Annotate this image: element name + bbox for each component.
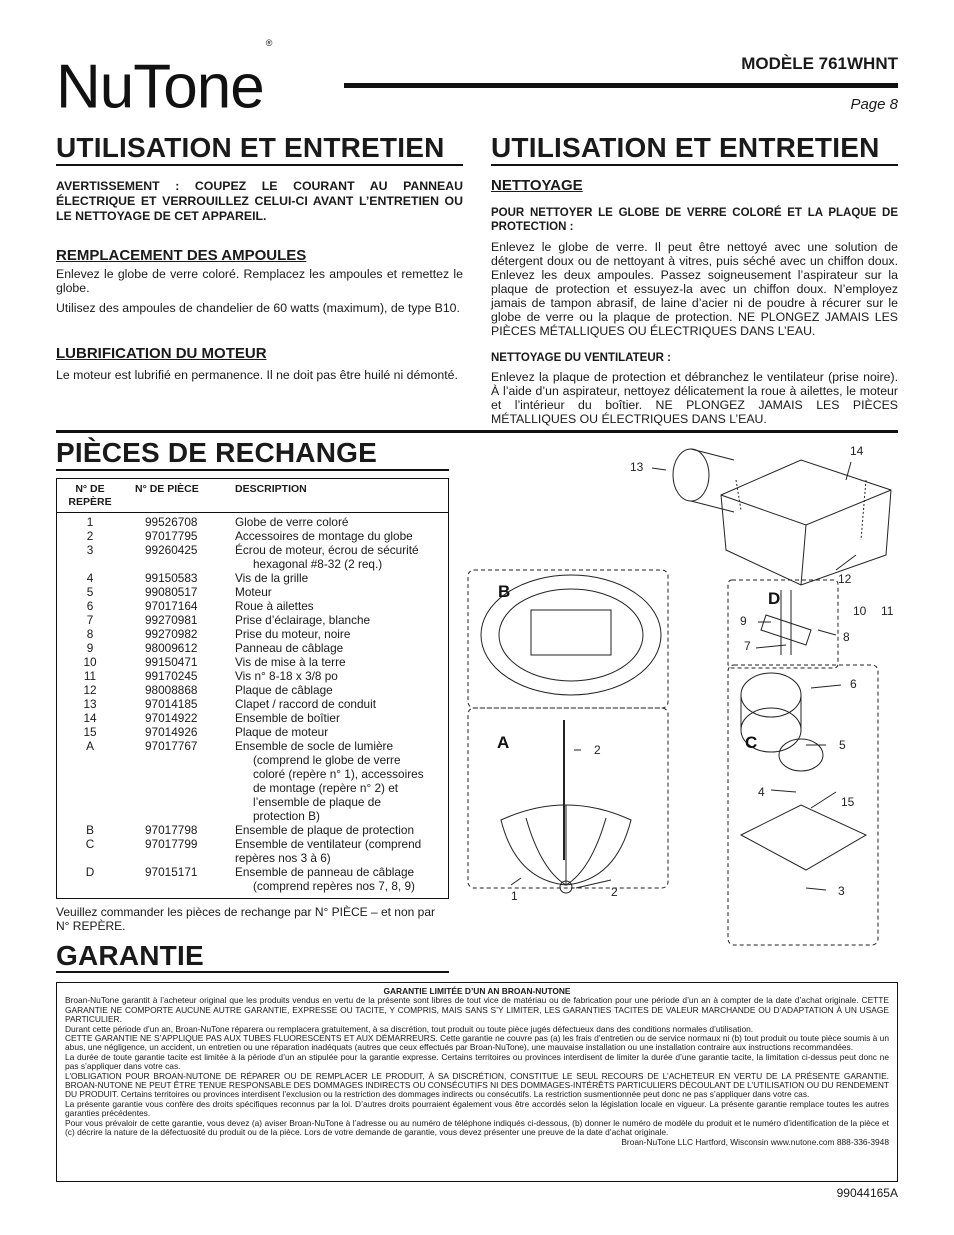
ref-cell: D xyxy=(85,865,95,879)
description-line: Vis de mise à la terre xyxy=(235,655,346,669)
description-line: Globe de verre coloré xyxy=(235,515,349,529)
ref-cell: 5 xyxy=(86,585,94,599)
diagram-label-2a: 2 xyxy=(594,743,601,757)
description-line: Plaque de moteur xyxy=(235,725,329,739)
duct-connector xyxy=(673,449,709,501)
diagram-label-3: 3 xyxy=(838,884,845,898)
description-cell xyxy=(235,697,448,711)
diagram-label-7: 7 xyxy=(744,639,751,653)
description-line: Prise d’éclairage, blanche xyxy=(235,613,371,627)
part-number-cell: 99170245 xyxy=(145,669,198,683)
housing xyxy=(721,460,891,585)
table-row xyxy=(57,543,448,571)
col-ref-header: N° DE REPÈRE xyxy=(68,483,112,508)
group-label-b: B xyxy=(498,582,511,601)
order-note: Veuillez commander les pièces de rechange par N° PIÈCE – et non par N° REPÈRE. xyxy=(56,905,436,933)
warranty-paragraph: La durée de toute garantie tacite est limitée à la période d’un an stipulée pour la garantie expresse. Certains territoires ou provinces interdisent de limiter la durée d’une garantie tacite, la limitation ci-dessus peut donc ne pas s’appliquer dans votre cas. xyxy=(65,1051,889,1072)
warranty-paragraph: L’OBLIGATION POUR BROAN-NUTONE DE RÉPARER OU DE REMPLACER LE PRODUIT, À SA DISCRÉTION, CONSTITUE LE SEUL RECOURS DE L’ACHETEUR EN VERTU DE LA PRÉSENTE GARANTIE. BROAN-NUTONE NE PEUT ÊTRE TENUE RESPONSABLE DES DOMMAGES INDIRECTS OU CONSÉCUTIFS NI DES DOMMAGES-INTÉRÊTS PARTICULIERS DÉCOULANT DE L’UTILISATION OU DU RENDEMENT DU PRODUIT. Certains territoires ou provinces interdisent l’exclusion ou la restriction des dommages indirects ou consécutifs. La restriction susmentionnée peut donc ne pas s’appliquer dans votre cas. xyxy=(65,1070,889,1100)
parts-title: PIÈCES DE RECHANGE xyxy=(56,437,377,468)
table-row xyxy=(57,865,448,893)
description-cell xyxy=(235,613,448,627)
left-title-rule xyxy=(56,164,463,166)
ref-cell: C xyxy=(85,837,95,851)
table-row xyxy=(57,669,448,683)
ref-cell: 3 xyxy=(86,543,94,557)
ref-cell: 1 xyxy=(86,515,94,529)
warranty-paragraph: Broan-NuTone garantit à l’acheteur original que les produits vendus en vertu de la présente sont libres de tout vice de matériau ou de fabrication pour une période d’un an à compter de la date d’achat originale. CETTE GARANTIE NE COMPORTE AUCUNE AUTRE GARANTIE, EXPRESSE OU TACITE, Y COMPRIS, MAIS SANS S’Y LIMITER, LES GARANTIES TACITES DE VALEUR MARCHANDE OU D’ADAPTATION À UN USAGE PARTICULIER. xyxy=(65,995,889,1025)
description-cell xyxy=(235,683,448,697)
part-number-cell: 97017767 xyxy=(145,739,198,753)
description-cell xyxy=(235,837,448,865)
description-cell xyxy=(235,585,448,599)
ref-cell: 8 xyxy=(86,627,94,641)
table-row xyxy=(57,641,448,655)
right-title-rule xyxy=(491,164,898,166)
part-number-cell: 98008868 xyxy=(145,683,198,697)
description-line: de montage (repère n° 2) et xyxy=(253,781,399,795)
diagram-label-13: 13 xyxy=(630,460,644,474)
description-line: Plaque de câblage xyxy=(235,683,333,697)
section-divider xyxy=(56,430,898,433)
ref-cell: 4 xyxy=(86,571,94,585)
ref-cell: 7 xyxy=(86,613,94,627)
warranty-box-title: GARANTIE LIMITÉE D’UN AN BROAN-NUTONE xyxy=(383,986,571,996)
part-number-cell: 97014922 xyxy=(145,711,198,725)
diagram-label-9: 9 xyxy=(740,614,747,628)
part-number-cell: 99080517 xyxy=(145,585,198,599)
warranty-paragraph: CETTE GARANTIE NE S’APPLIQUE PAS AUX TUBES FLUORESCENTS ET AUX DÉMARREURS. Cette garantie ne couvre pas (a) les frais d’entretien ou de service normaux ni (b) tout produit ou toute pièce soumis à un abus, une négligence, un accident, un entretien ou une réparation inadéquats (autres que ceux effectués par Broan-NuTone), une mauvaise installation ou une installation contraire aux instructions recommandées. xyxy=(65,1033,889,1053)
description-line: Ensemble de boîtier xyxy=(235,711,340,725)
bulbs-paragraph-1: Enlevez le globe de verre coloré. Remplacez les ampoules et remettez le globe. xyxy=(56,267,463,295)
warranty-paragraph: Durant cette période d’un an, Broan-NuTone réparera ou remplacera gratuitement, à sa discrétion, tout produit ou toute pièce jugés défectueux dans des conditions normales d’utilisation. xyxy=(65,1023,754,1034)
table-row xyxy=(57,823,448,837)
warranty-paragraph: La présente garantie vous confère des droits spécifiques reconnus par la loi. D’autres droits pourraient également vous être accordés selon la législation locale en vigueur. La présente garantie remplace toutes les autres garanties précédentes. xyxy=(65,1098,889,1119)
parts-table-body xyxy=(57,515,448,893)
description-line: protection B) xyxy=(253,809,320,823)
description-cell xyxy=(235,823,448,837)
part-number-cell: 99526708 xyxy=(145,515,198,529)
document-number: 99044165A xyxy=(836,1186,898,1200)
description-line: Ensemble de socle de lumière xyxy=(235,739,394,753)
description-line: Vis n° 8-18 x 3/8 po xyxy=(235,669,338,683)
part-number-cell: 99150583 xyxy=(145,571,198,585)
cleaning-subheading: POUR NETTOYER LE GLOBE DE VERRE COLORÉ ET LA PLAQUE DE PROTECTION : xyxy=(491,207,898,233)
description-cell xyxy=(235,711,448,725)
description-cell xyxy=(235,641,448,655)
diagram-label-2b: 2 xyxy=(611,885,618,899)
col-desc-header: DESCRIPTION xyxy=(235,483,307,495)
cleaning-paragraph: Enlevez le globe de verre. Il peut être nettoyé avec une solution de détergent doux ou de nettoyant à vitres, puis séché avec un chiffon doux. Enlevez les deux ampoules. Passez soigneusement l’aspirateur sur la plaque de protection et essuyez-la avec un chiffon doux. N’employez jamais de tampon abrasif, de laine d’acier ni de poudre à récurer sur le globe de verre ou la plaque de protection. NE PLONGEZ JAMAIS LES PIÈCES MÉTALLIQUES OU ÉLECTRIQUES DANS L’EAU. xyxy=(491,240,898,338)
motor xyxy=(779,739,823,771)
ref-cell: 2 xyxy=(86,529,94,543)
ref-cell: A xyxy=(86,739,94,753)
part-number-cell: 99270981 xyxy=(145,613,198,627)
motor-plate xyxy=(741,805,866,870)
description-line: Ensemble de plaque de protection xyxy=(235,823,415,837)
description-line: coloré (repère n° 1), accessoires xyxy=(253,767,424,781)
warranty-footer: Broan-NuTone LLC Hartford, Wisconsin www.nutone.com 888-336-3948 xyxy=(621,1136,889,1147)
col-part-header: N° DE PIÈCE xyxy=(135,483,199,495)
ref-cell: 12 xyxy=(83,683,97,697)
blower-wheel xyxy=(741,673,801,717)
diagram-label-14: 14 xyxy=(850,444,864,458)
description-cell xyxy=(235,655,448,669)
motor-heading: LUBRIFICATION DU MOTEUR xyxy=(56,345,267,362)
warranty-body xyxy=(65,996,889,1137)
model-number: MODÈLE 761WHNT xyxy=(741,54,898,73)
fan-cleaning-subheading: NETTOYAGE DU VENTILATEUR : xyxy=(491,352,671,364)
group-c-box xyxy=(728,665,878,945)
description-line: Panneau de câblage xyxy=(235,641,344,655)
description-line: Ensemble de panneau de câblage xyxy=(235,865,415,879)
description-line: Clapet / raccord de conduit xyxy=(235,697,376,711)
part-number-cell: 97017799 xyxy=(145,837,198,851)
description-line: (comprend repères nos 7, 8, 9) xyxy=(253,879,415,893)
nutone-logo: NuTone® xyxy=(56,38,272,122)
part-number-cell: 97017164 xyxy=(145,599,198,613)
description-cell xyxy=(235,725,448,739)
parts-title-rule xyxy=(56,469,449,471)
description-line: (comprend le globe de verre xyxy=(253,753,401,767)
wiring-panel xyxy=(761,615,811,645)
description-cell xyxy=(235,739,448,823)
description-line: Moteur xyxy=(235,585,272,599)
table-row xyxy=(57,725,448,739)
warranty-title: GARANTIE xyxy=(56,940,204,971)
ref-cell: 13 xyxy=(83,697,97,711)
group-label-c: C xyxy=(745,733,758,752)
description-cell xyxy=(235,599,448,613)
page-number: Page 8 xyxy=(850,96,898,113)
table-row xyxy=(57,529,448,543)
left-section-title: UTILISATION ET ENTRETIEN xyxy=(56,132,445,163)
exploded-parts-diagram xyxy=(466,440,906,960)
table-row xyxy=(57,739,448,823)
warranty-box xyxy=(56,982,898,1182)
table-row xyxy=(57,613,448,627)
description-line: l’ensemble de plaque de xyxy=(253,795,381,809)
part-number-cell: 97014185 xyxy=(145,697,198,711)
description-cell xyxy=(235,669,448,683)
part-number-cell: 97017795 xyxy=(145,529,198,543)
description-line: Accessoires de montage du globe xyxy=(235,529,413,543)
bulbs-heading: REMPLACEMENT DES AMPOULES xyxy=(56,247,307,264)
part-number-cell: 99270982 xyxy=(145,627,198,641)
description-cell xyxy=(235,515,448,529)
part-number-cell: 97017798 xyxy=(145,823,198,837)
description-cell xyxy=(235,543,448,571)
part-number-cell: 97015171 xyxy=(145,865,198,879)
description-line: Écrou de moteur, écrou de sécurité xyxy=(235,543,419,557)
warranty-title-rule xyxy=(56,971,449,973)
diagram-label-6: 6 xyxy=(850,677,857,691)
ref-cell: 14 xyxy=(83,711,97,725)
table-row xyxy=(57,627,448,641)
description-line: Ensemble de ventilateur (comprend xyxy=(235,837,422,851)
diagram-label-4: 4 xyxy=(758,785,765,799)
table-row xyxy=(57,655,448,669)
diagram-label-10: 10 xyxy=(853,604,867,618)
group-label-d: D xyxy=(768,589,781,608)
ref-cell: 9 xyxy=(86,641,94,655)
diagram-label-12: 12 xyxy=(838,572,852,586)
diagram-label-15: 15 xyxy=(841,795,855,809)
diagram-label-8: 8 xyxy=(843,630,850,644)
description-cell xyxy=(235,627,448,641)
table-row xyxy=(57,599,448,613)
part-number-cell: 97014926 xyxy=(145,725,198,739)
table-row xyxy=(57,515,448,529)
description-cell xyxy=(235,865,448,893)
ref-cell: 10 xyxy=(83,655,97,669)
fan-cleaning-paragraph: Enlevez la plaque de protection et débranchez le ventilateur (prise noire). À l’aide d’un aspirateur, nettoyez délicatement la roue à ailettes, le moteur et l’intérieur du boîtier. NE PLONGEZ JAMAIS LES PIÈCES MÉTALLIQUES OU ÉLECTRIQUES DANS L’EAU. xyxy=(491,370,898,426)
ref-cell: B xyxy=(86,823,94,837)
ref-cell: 6 xyxy=(86,599,94,613)
bulbs-paragraph-2: Utilisez des ampoules de chandelier de 60 watts (maximum), de type B10. xyxy=(56,301,460,315)
diagram-label-11: 11 xyxy=(881,604,894,618)
right-section-title: UTILISATION ET ENTRETIEN xyxy=(491,132,880,163)
ref-cell: 11 xyxy=(83,669,97,683)
description-line: hexagonal #8-32 (2 req.) xyxy=(253,557,383,571)
table-row xyxy=(57,711,448,725)
parts-table xyxy=(56,478,449,899)
table-row xyxy=(57,697,448,711)
table-row xyxy=(57,837,448,865)
diagram-label-1: 1 xyxy=(511,889,518,903)
table-row xyxy=(57,585,448,599)
diagram-label-5: 5 xyxy=(839,738,846,752)
description-line: repères nos 3 à 6) xyxy=(235,851,331,865)
part-number-cell: 99150471 xyxy=(145,655,198,669)
group-label-a: A xyxy=(497,733,510,752)
table-row xyxy=(57,571,448,585)
header-rule xyxy=(344,83,898,88)
cleaning-heading: NETTOYAGE xyxy=(491,177,583,194)
warranty-paragraph: Pour vous prévaloir de cette garantie, vous devez (a) aviser Broan-NuTone à l’adresse ou au numéro de téléphone indiqués ci-dessous, (b) donner le numéro de modèle du produit et le numéro d’identification de la pièce et (c) décrire la nature de la défectuosité du produit ou de la pièce. Lors de votre demande de garantie, vous devez présenter une preuve de la date d’achat originale. xyxy=(65,1117,889,1138)
ref-cell: 15 xyxy=(83,725,97,739)
part-number-cell: 99260425 xyxy=(145,543,198,557)
description-line: Roue à ailettes xyxy=(235,599,314,613)
description-line: Vis de la grille xyxy=(235,571,309,585)
parts-table-header xyxy=(57,479,448,513)
part-number-cell: 98009612 xyxy=(145,641,198,655)
table-row xyxy=(57,683,448,697)
description-cell xyxy=(235,571,448,585)
description-cell xyxy=(235,529,448,543)
warning-text: AVERTISSEMENT : COUPEZ LE COURANT AU PANNEAU ÉLECTRIQUE ET VERROUILLEZ CELUI-CI AVANT L’ENTRETIEN OU LE NETTOYAGE DE CET APPAREIL. xyxy=(56,179,463,223)
description-line: Prise du moteur, noire xyxy=(235,627,351,641)
motor-paragraph: Le moteur est lubrifié en permanence. Il ne doit pas être huilé ni démonté. xyxy=(56,368,458,382)
